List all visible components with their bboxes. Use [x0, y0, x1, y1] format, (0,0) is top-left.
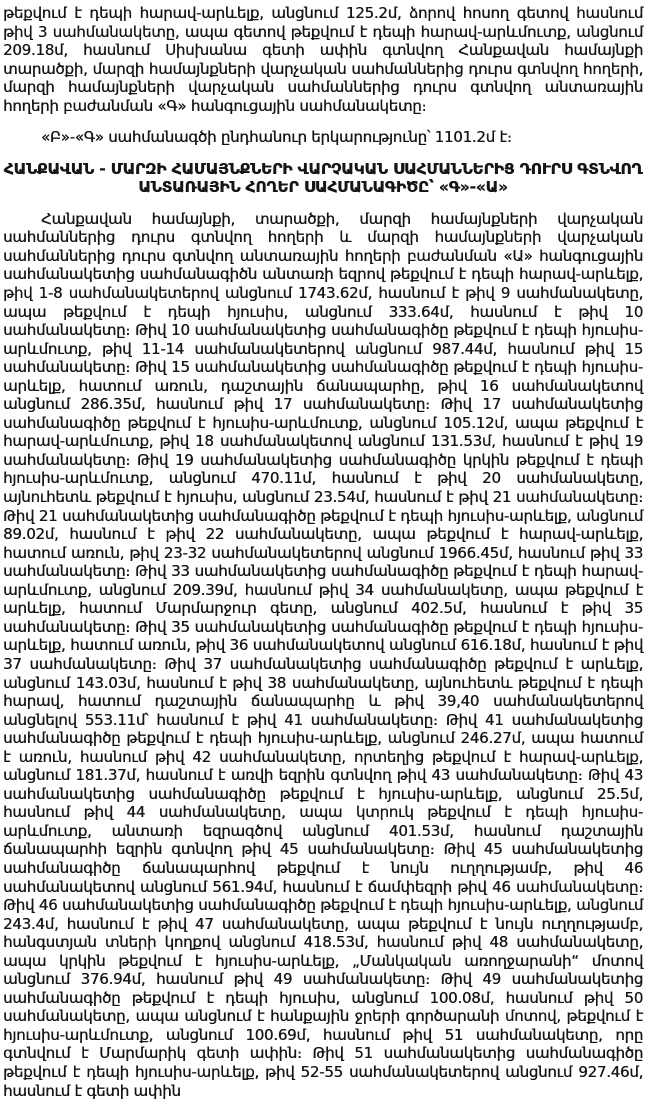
total-length-line: «Բ»-«Գ» սահմանագծի ընդհանուր երկարությունը՝ 1101.2մ է։	[41, 128, 512, 147]
boundary-description-paragraph: Հանքավան համայնքի, տարածքի, մարզի համայնքների վարչական սահմաններից դուրս գտնվող հողերի և մարզի համայնքների վարչական սահմաններից դուրս գտնվող անտառային հողերի բաժանման «Ա» հանգուցային սահմանակետից սահմանագիծն անտառի եզրով թեքվում է դեպի հարավ-արևելք, թիվ 1-8 սահմանակետերով անցնում 1743.62մ, հասնում է թիվ 9 սահմանակետը, ապա թեքվում է դեպի հյուսիս, անցնում 333.64մ, հասնում է թիվ 10 սահմանակետը։ Թիվ 10 սահմանակետից սահմանագիծը թեքվում է դեպի հյուսիս-արևմուտք, թիվ 11-14 սահմանակետերով անցնում 987.44մ, հասնում թիվ 15 սահմանակետը։ Թիվ 15 սահմանակետից սահմանագիծը թեքվում է դեպի հյուսիս-արևելք, հատում առուն, դաշտային ճանապարհը, թիվ 16 սահմանակետով անցնում 286.35մ, հասնում թիվ 17 սահմանակետը։ Թիվ 17 սահմանակետից սահմանագիծը թեքվում է հյուսիս-արևմուտք, անցնում 105.12մ, ապա թեքվում է հարավ-արևմուտք, թիվ 18 սահմանակետով անցնում 131.53մ, հասնում է թիվ 19 սահմանակետը։ Թիվ 19 սահմանակետից սահմանագիծը կրկին թեքվում է դեպի հյուսիս-արևմուտք, անցնում 470.11մ, հասնում է թիվ 20 սահմանակետը, այնուհետև թեքվում է հյուսիս, անցնում 23.54մ, հասնում է թիվ 21 սահմանակետը։ Թիվ 21 սահմանակետից սահմանագիծը թեքվում է դեպի հյուսիս-արևելք, անցնում 89.02մ, հասնում է թիվ 22 սահմանակետը, ապա թեքվում է հարավ-արևելք, հատում առուն, թիվ 23-32 սահմանակետերով անցնում 1966.45մ, հասնում թիվ 33 սահմանակետը։ Թիվ 33 սահմանակետից սահմանագիծը թեքվում է դեպի հարավ-արևմուտք, անցնում 209.39մ, հասնում թիվ 34 սահմանակետը, ապա թեքվում է արևելք, հատում Մարմարջուր գետը, անցնում 402.5մ, հասնում է թիվ 35 սահմանակետը։ Թիվ 35 սահմանակետից սահմանագիծը թեքվում է դեպի հյուսիս-արևելք, հատում առուն, թիվ 36 սահմանակետով անցնում 616.18մ, հասնում է թիվ 37 սահմանակետը։ Թիվ 37 սահմանակետից սահմանագիծը թեքվում է արևելք, անցնում 143.03մ, հասնում է թիվ 38 սահմանակետը, այնուհետև թեքվում է դեպի հարավ, հատում դաշտային ճանապարհը և թիվ 39,40 սահմանակետերով անցնելով 553.11մ՝ հասնում է թիվ 41 սահմանակետը։ Թիվ 41 սահմանակետից սահմանագիծը թեքվում է դեպի հյուսիս-արևելք, անցնում 246.27մ, ապա հատում է առուն, հասնում թիվ 42 սահմանակետը, որտեղից թեքվում է հարավ-արևելք, անցնում 181.37մ, հասնում է առվի եզրին գտնվող թիվ 43 սահմանակետը։ Թիվ 43 սահմանակետից սահմանագիծը թեքվում է հյուսիս-արևելք, անցնում 25.5մ, հասնում թիվ 44 սահմանակետը, ապա կտրուկ թեքվում է դեպի հյուսիս-արևմուտք, անտառի եզրագծով անցնում 401.53մ, հասնում դաշտային ճանապարհի եզրին գտնվող թիվ 45 սահմանակետը։ Թիվ 45 սահմանակետից սահմանագիծը ճանապարհով թեքվում է նույն ուղղությամբ, թիվ 46 սահմանակետով անցնում 561.94մ, հասնում է ճամփեզրի թիվ 46 սահմանակետը։ Թիվ 46 սահմանակետից սահմանագիծը թեքվում է դեպի հյուսիս-արևելք, անցնում 243.4մ, հասնում է թիվ 47 սահմանակետը, ապա թեքվում է նույն ուղղությամբ, հանգստյան տների կողքով անցնում 418.53մ, հասնում թիվ 48 սահմանակետը, ապա կրկին թեքվում է հյուսիս-արևելք, „Մանկական առողջարանի“ մոտով անցնում 376.94մ, հասնում թիվ 49 սահմանակետը։ Թիվ 49 սահմանակետից սահմանագիծը թեքվում է դեպի հյուսիս, անցնում 100.08մ, հասնում թիվ 50 սահմանակետը, ապա անցնում է հանքային ջրերի գործարանի մոտով, թեքվում է հյուսիս-արևմուտք, անցնում 100.69մ, հասնում թիվ 51 սահմանակետը, որը գտնվում է Մարմարիկ գետի ափին։ Թիվ 51 սահմանակետից սահմանագիծը թեքվում է դեպի հյուսիս-արևելք, թիվ 52-55 սահմանակետերով անցնում 927.46մ, հասնում է գետի ափին	[3, 209, 643, 1100]
section-heading	[3, 160, 643, 197]
continuation-paragraph: թեքվում է դեպի հարավ-արևելք, անցնում 125.2մ, ձորով հոսող գետով հասնում թիվ 3 սահմանակետը, ապա գետով թեքվում է դեպի հարավ-արևմուտք, անցնում 209.18մ, հասնում Սիսխանա գետի ափին գտնվող Հանքավան համայնքի տարածքի, մարզի համայնքների վարչական սահմաններից դուրս գտնվող հողերի, մարզի համայնքների վարչական սահմաններից դուրս գտնվող անտառային հողերի բաժանման «Գ» հանգուցային սահմանակետը։	[3, 4, 643, 115]
section-heading-line1: ՀԱՆՔԱՎԱՆ - ՄԱՐԶԻ ՀԱՄԱՅՆՔՆԵՐԻ ՎԱՐՉԱԿԱՆ ՍԱՀՄԱՆՆԵՐԻՑ ԴՈՒՐՍ ԳՏՆՎՈՂ	[3, 159, 643, 178]
section-heading-line2: ԱՆՏԱՌԱՅԻՆ ՀՈՂԵՐ ՍԱՀՄԱՆԱԳԻԾԸ՝ «Գ»-«Ա»	[138, 178, 508, 197]
